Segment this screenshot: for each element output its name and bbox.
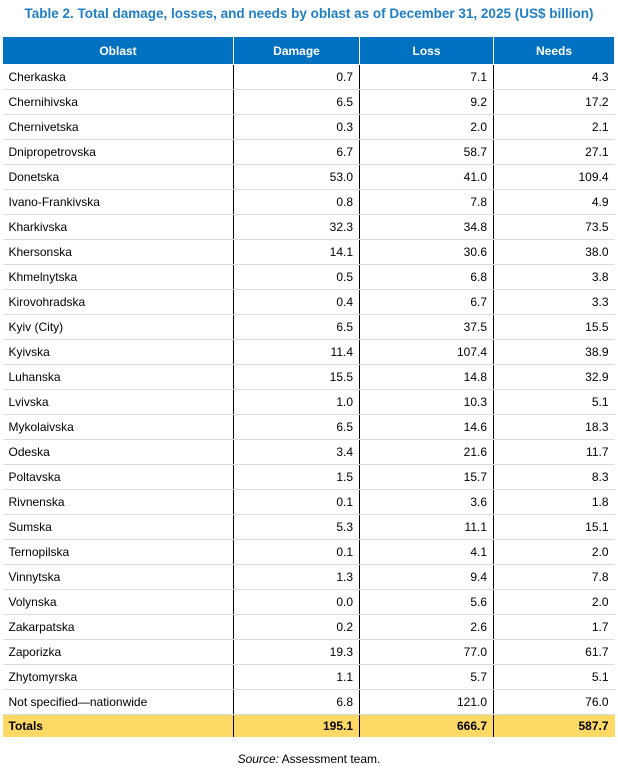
table-row bbox=[3, 515, 615, 540]
table-row bbox=[3, 340, 615, 365]
totals-label: Totals bbox=[3, 715, 234, 738]
damage-cell: 6.7 bbox=[234, 140, 360, 165]
table-row bbox=[3, 615, 615, 640]
oblast-cell: Ivano-Frankivska bbox=[3, 190, 234, 215]
table-row bbox=[3, 390, 615, 415]
table-row bbox=[3, 240, 615, 265]
table-row bbox=[3, 365, 615, 390]
damage-cell: 0.0 bbox=[234, 590, 360, 615]
damage-cell: 11.4 bbox=[234, 340, 360, 365]
oblast-cell: Khersonska bbox=[3, 240, 234, 265]
needs-cell: 73.5 bbox=[494, 215, 615, 240]
table-row bbox=[3, 665, 615, 690]
damage-cell: 53.0 bbox=[234, 165, 360, 190]
needs-cell: 1.7 bbox=[494, 615, 615, 640]
damage-cell: 0.1 bbox=[234, 490, 360, 515]
loss-cell: 5.7 bbox=[360, 665, 494, 690]
oblast-cell: Luhanska bbox=[3, 365, 234, 390]
damage-cell: 14.1 bbox=[234, 240, 360, 265]
needs-cell: 2.0 bbox=[494, 590, 615, 615]
header-damage: Damage bbox=[234, 37, 360, 65]
oblast-cell: Chernivetska bbox=[3, 115, 234, 140]
loss-cell: 2.6 bbox=[360, 615, 494, 640]
table-row bbox=[3, 540, 615, 565]
oblast-cell: Not specified—nationwide bbox=[3, 690, 234, 715]
table-row bbox=[3, 640, 615, 665]
source-note bbox=[0, 752, 618, 766]
table-footer bbox=[3, 715, 615, 738]
oblast-cell: Kharkivska bbox=[3, 215, 234, 240]
table-row bbox=[3, 165, 615, 190]
table-caption: Table 2. Total damage, losses, and needs by oblast as of December 31, 2025 (US$ billion) bbox=[24, 6, 594, 21]
damage-cell: 0.7 bbox=[234, 65, 360, 90]
totals-needs: 587.7 bbox=[494, 715, 615, 738]
needs-cell: 76.0 bbox=[494, 690, 615, 715]
source-label: Source: bbox=[237, 752, 279, 766]
needs-cell: 5.1 bbox=[494, 665, 615, 690]
loss-cell: 14.6 bbox=[360, 415, 494, 440]
oblast-cell: Rivnenska bbox=[3, 490, 234, 515]
needs-cell: 1.8 bbox=[494, 490, 615, 515]
loss-cell: 5.6 bbox=[360, 590, 494, 615]
table-row bbox=[3, 265, 615, 290]
needs-cell: 32.9 bbox=[494, 365, 615, 390]
loss-cell: 41.0 bbox=[360, 165, 494, 190]
needs-cell: 38.0 bbox=[494, 240, 615, 265]
oblast-cell: Chernihivska bbox=[3, 90, 234, 115]
damage-cell: 6.8 bbox=[234, 690, 360, 715]
table-body bbox=[3, 65, 615, 715]
oblast-cell: Mykolaivska bbox=[3, 415, 234, 440]
oblast-cell: Volynska bbox=[3, 590, 234, 615]
oblast-cell: Kyivska bbox=[3, 340, 234, 365]
needs-cell: 18.3 bbox=[494, 415, 615, 440]
header-loss: Loss bbox=[360, 37, 494, 65]
needs-cell: 109.4 bbox=[494, 165, 615, 190]
table-row bbox=[3, 440, 615, 465]
oblast-cell: Donetska bbox=[3, 165, 234, 190]
damage-cell: 5.3 bbox=[234, 515, 360, 540]
damage-cell: 19.3 bbox=[234, 640, 360, 665]
table-row bbox=[3, 65, 615, 90]
table-row bbox=[3, 590, 615, 615]
damage-cell: 15.5 bbox=[234, 365, 360, 390]
loss-cell: 4.1 bbox=[360, 540, 494, 565]
loss-cell: 58.7 bbox=[360, 140, 494, 165]
loss-cell: 6.8 bbox=[360, 265, 494, 290]
damage-cell: 1.1 bbox=[234, 665, 360, 690]
needs-cell: 7.8 bbox=[494, 565, 615, 590]
oblast-cell: Odeska bbox=[3, 440, 234, 465]
damage-cell: 32.3 bbox=[234, 215, 360, 240]
loss-cell: 121.0 bbox=[360, 690, 494, 715]
needs-cell: 17.2 bbox=[494, 90, 615, 115]
oblast-cell: Khmelnytska bbox=[3, 265, 234, 290]
loss-cell: 34.8 bbox=[360, 215, 494, 240]
totals-loss: 666.7 bbox=[360, 715, 494, 738]
loss-cell: 107.4 bbox=[360, 340, 494, 365]
table-header bbox=[3, 37, 615, 65]
table-row bbox=[3, 90, 615, 115]
needs-cell: 38.9 bbox=[494, 340, 615, 365]
table-row bbox=[3, 190, 615, 215]
damage-cell: 0.2 bbox=[234, 615, 360, 640]
needs-cell: 8.3 bbox=[494, 465, 615, 490]
table-row bbox=[3, 490, 615, 515]
oblast-cell: Cherkaska bbox=[3, 65, 234, 90]
loss-cell: 2.0 bbox=[360, 115, 494, 140]
loss-cell: 3.6 bbox=[360, 490, 494, 515]
table-row bbox=[3, 565, 615, 590]
header-oblast: Oblast bbox=[3, 37, 234, 65]
table-row bbox=[3, 115, 615, 140]
damage-cell: 6.5 bbox=[234, 315, 360, 340]
header-needs: Needs bbox=[494, 37, 615, 65]
oblast-cell: Zakarpatska bbox=[3, 615, 234, 640]
loss-cell: 21.6 bbox=[360, 440, 494, 465]
oblast-table bbox=[2, 36, 615, 737]
loss-cell: 7.8 bbox=[360, 190, 494, 215]
damage-cell: 0.3 bbox=[234, 115, 360, 140]
oblast-cell: Dnipropetrovska bbox=[3, 140, 234, 165]
damage-cell: 6.5 bbox=[234, 90, 360, 115]
loss-cell: 6.7 bbox=[360, 290, 494, 315]
oblast-cell: Poltavska bbox=[3, 465, 234, 490]
needs-cell: 3.3 bbox=[494, 290, 615, 315]
loss-cell: 14.8 bbox=[360, 365, 494, 390]
damage-cell: 6.5 bbox=[234, 415, 360, 440]
needs-cell: 2.0 bbox=[494, 540, 615, 565]
needs-cell: 15.1 bbox=[494, 515, 615, 540]
totals-damage: 195.1 bbox=[234, 715, 360, 738]
needs-cell: 4.9 bbox=[494, 190, 615, 215]
needs-cell: 27.1 bbox=[494, 140, 615, 165]
table-row bbox=[3, 690, 615, 715]
loss-cell: 77.0 bbox=[360, 640, 494, 665]
loss-cell: 7.1 bbox=[360, 65, 494, 90]
needs-cell: 4.3 bbox=[494, 65, 615, 90]
damage-cell: 1.0 bbox=[234, 390, 360, 415]
needs-cell: 15.5 bbox=[494, 315, 615, 340]
table-row bbox=[3, 215, 615, 240]
damage-cell: 1.3 bbox=[234, 565, 360, 590]
damage-cell: 0.1 bbox=[234, 540, 360, 565]
oblast-cell: Kyiv (City) bbox=[3, 315, 234, 340]
oblast-cell: Ternopilska bbox=[3, 540, 234, 565]
oblast-cell: Zaporizka bbox=[3, 640, 234, 665]
oblast-cell: Zhytomyrska bbox=[3, 665, 234, 690]
damage-cell: 0.5 bbox=[234, 265, 360, 290]
damage-cell: 1.5 bbox=[234, 465, 360, 490]
table-row bbox=[3, 290, 615, 315]
needs-cell: 61.7 bbox=[494, 640, 615, 665]
header-row bbox=[3, 37, 615, 65]
table-row bbox=[3, 140, 615, 165]
needs-cell: 11.7 bbox=[494, 440, 615, 465]
table-row bbox=[3, 465, 615, 490]
oblast-cell: Vinnytska bbox=[3, 565, 234, 590]
oblast-cell: Sumska bbox=[3, 515, 234, 540]
table-row bbox=[3, 415, 615, 440]
oblast-cell: Lvivska bbox=[3, 390, 234, 415]
totals-row bbox=[3, 715, 615, 738]
needs-cell: 2.1 bbox=[494, 115, 615, 140]
loss-cell: 15.7 bbox=[360, 465, 494, 490]
table-row bbox=[3, 315, 615, 340]
needs-cell: 5.1 bbox=[494, 390, 615, 415]
needs-cell: 3.8 bbox=[494, 265, 615, 290]
loss-cell: 30.6 bbox=[360, 240, 494, 265]
damage-cell: 0.8 bbox=[234, 190, 360, 215]
loss-cell: 37.5 bbox=[360, 315, 494, 340]
loss-cell: 10.3 bbox=[360, 390, 494, 415]
damage-cell: 3.4 bbox=[234, 440, 360, 465]
damage-cell: 0.4 bbox=[234, 290, 360, 315]
oblast-cell: Kirovohradska bbox=[3, 290, 234, 315]
source-text: Assessment team. bbox=[278, 752, 381, 766]
loss-cell: 11.1 bbox=[360, 515, 494, 540]
loss-cell: 9.2 bbox=[360, 90, 494, 115]
loss-cell: 9.4 bbox=[360, 565, 494, 590]
